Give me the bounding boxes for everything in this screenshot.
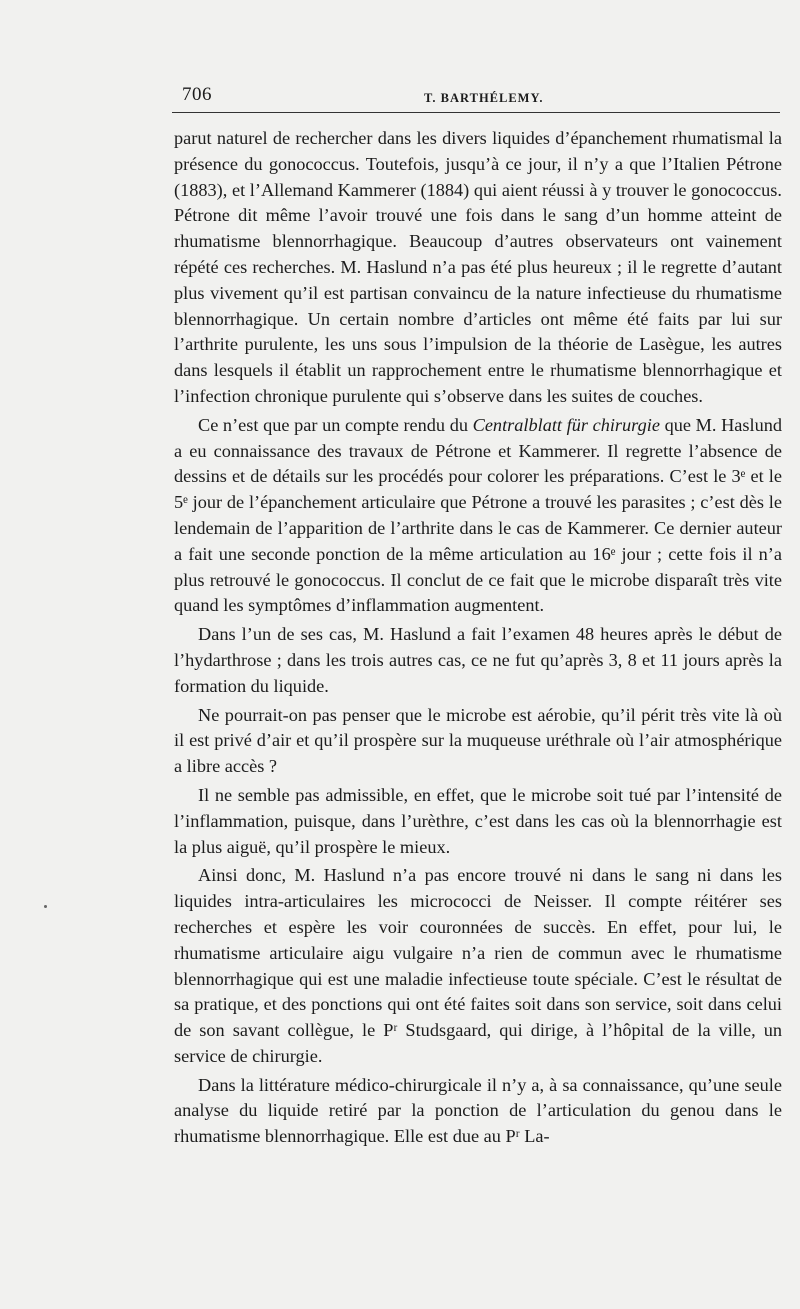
paragraph-1: parut naturel de rechercher dans les divers liquides d’épanchement rhumatismal la présence du gonococcus. Toutefois, jusqu’à ce jour, il n’y a que l’Italien Pétrone (1883), et l’Allemand Kammerer (1884) qui aient réussi à y trouver le gonococcus. Pétrone dit même l’avoir trouvé une fois dans le sang d’un homme atteint de rhumatisme blennorrhagique. Beaucoup d’autres observateurs ont vainement répété ces recherches. M. Haslund n’a pas été plus heureux ; il le regrette d’autant plus vivement qu’il est partisan convaincu de la nature infectieuse du rhumatisme blennorrhagique. Un certain nombre d’articles ont même été faits par lui sur l’arthrite purulente, les uns sous l’impulsion de la théorie de Lasègue, les autres dans lesquels il établit un rapprochement entre le rhumatisme blennorrhagique et l’infection chronique purulente qui s’observe dans les suites de couches.: [174, 128, 782, 406]
paragraph-5: Il ne semble pas admissible, en effet, que le microbe soit tué par l’intensité de l’inflammation, puisque, dans l’urèthre, c’est dans les cas où la blennorrhagie est la plus aiguë, qu’il prospère le mieux.: [174, 784, 782, 857]
paragraph-4: Ne pourrait-on pas penser que le microbe est aérobie, qu’il périt très vite là où il est privé d’air et qu’il prospère sur la muqueuse uréthrale où l’air atmosphérique a libre accès ?: [174, 704, 782, 777]
page-number: 706: [182, 84, 212, 105]
paragraph-2: [174, 413, 782, 619]
page-header: [172, 82, 780, 110]
paragraph-7: Dans la littérature médico-chirurgicale il n’y a, à sa connaissance, qu’une seule analyse du liquide retiré par la ponction de l’articulation du genou dans le rhumatisme blennorrhagique. Elle est due au Pʳ La-: [174, 1074, 782, 1147]
running-head: T. BARTHÉLEMY.: [424, 91, 544, 105]
paragraph-2-start: Ce n’est que par un compte rendu du: [198, 414, 473, 435]
margin-speck: [44, 905, 47, 908]
paragraph-6: Ainsi donc, M. Haslund n’a pas encore trouvé ni dans le sang ni dans les liquides intra-articulaires les micrococci de Neisser. Il compte réitérer ses recherches et espère les voir couronnées de succès. En effet, pour lui, le rhumatisme articulaire aigu vulgaire n’a rien de commun avec le rhumatisme blennorrhagique qui est une maladie infectieuse toute spéciale. C’est le résultat de sa pratique, et des ponctions qui ont été faites soit dans son service, soit dans celui de son savant collègue, le Pʳ Studsgaard, qui dirige, à l’hôpital de la ville, un service de chirurgie.: [174, 865, 782, 1066]
journal-title: Centralblatt für chirurgie: [472, 414, 660, 435]
header-rule: [172, 112, 780, 113]
paragraph-2-rest: que M. Haslund a eu connaissance des travaux de Pétrone et Kammerer. Il regrette l’absence de dessins et de détails sur les procédés pour colorer les préparations. C’est le 3ᵉ et le 5ᵉ jour de l’épanchement articulaire que Pétrone a trouvé les parasites ; c’est dès le lendemain de l’apparition de l’arthrite dans le cas de Kammerer. Ce dernier auteur a fait une seconde ponction de la même articulation au 16ᵉ jour ; cette fois il n’a plus retrouvé le gonococcus. Il conclut de ce fait que le microbe disparaît très vite quand les symptômes d’inflammation augmentent.: [174, 414, 783, 616]
body-text: [174, 126, 782, 1150]
paragraph-3: Dans l’un de ses cas, M. Haslund a fait l’examen 48 heures après le début de l’hydarthrose ; dans les trois autres cas, ce ne fut qu’après 3, 8 et 11 jours après la formation du liquide.: [174, 624, 782, 696]
